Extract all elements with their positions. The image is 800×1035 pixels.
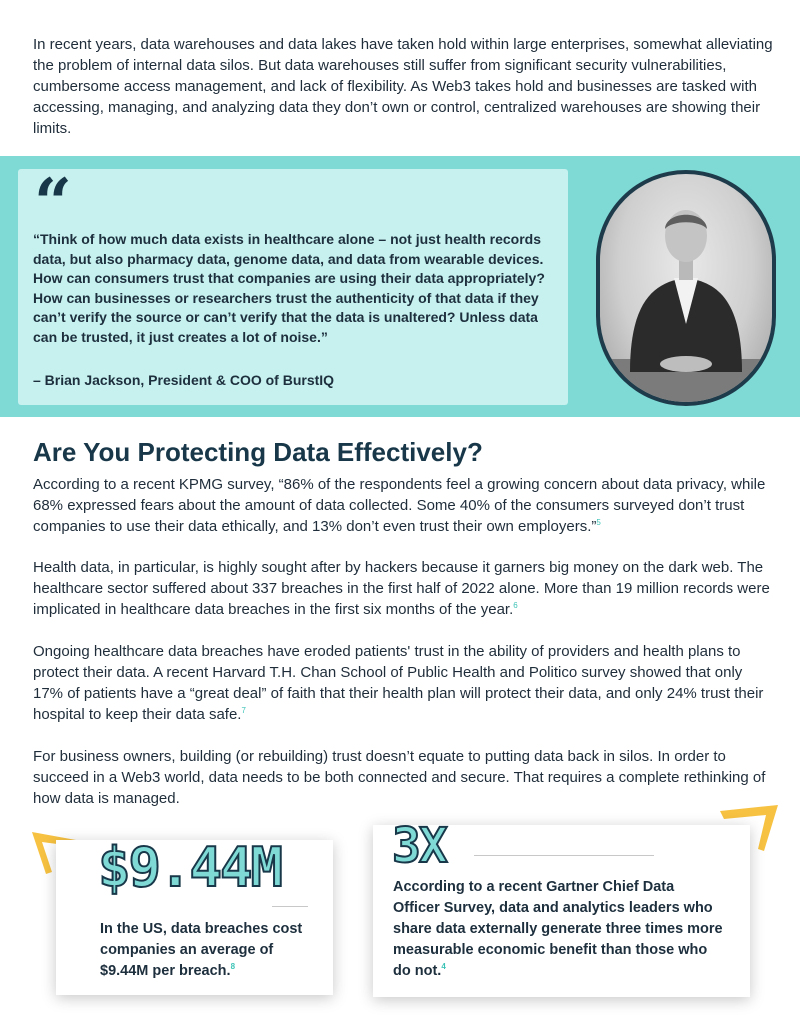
portrait-photo — [596, 170, 776, 406]
stat-text-gartner — [393, 877, 723, 982]
paragraph-kpmg-text: According to a recent KPMG survey, “86% of the respondents feel a growing concern about data privacy, while 68% expressed fears about the amount of data collected. Some 40% of the consumers surveyed don’t trust companies to use their data ethically, and 13% don’t even trust their own employers.” — [33, 476, 766, 535]
divider — [474, 855, 654, 856]
paragraph-health-data-text: Health data, in particular, is highly sought after by hackers because it garners big money on the dark web. The healthcare sector suffered about 337 breaches in the first half of 2022 alone. More than 19 million records were implicated in healthcare data breaches in the first six months of the year. — [33, 559, 770, 618]
footnote-ref: 8 — [230, 962, 236, 972]
paragraph-business-owners: For business owners, building (or rebuilding) trust doesn’t equate to putting data back in silos. In order to succeed in a Web3 world, data needs to be both connected and secure. That requires a complete rethinking of how data is managed. — [33, 748, 766, 807]
quote-text: “Think of how much data exists in healthcare alone – not just health records data, but also pharmacy data, genome data, and data from wearable devices. How can consumers trust that companies are using their data appropriately? How can businesses or researchers trust the authenticity of that data if they can’t verify the source or can’t verify that the data is unaltered? Unless data can be trusted, it just creates a lot of noise.” — [33, 231, 545, 345]
paragraph-breaches-trust — [33, 641, 773, 725]
paragraph-breaches-trust-text: Ongoing healthcare data breaches have eroded patients' trust in the ability of providers and health plans to protect their data. A recent Harvard T.H. Chan School of Public Health and Politico survey showed that only 17% of patients have a “great deal” of faith that their health plan will protect their data, and only 24% trust their hospital to keep their data safe. — [33, 643, 764, 723]
divider — [272, 906, 308, 907]
stat-value-cost: $9.44M — [98, 836, 282, 899]
paragraph-health-data — [33, 557, 773, 620]
quote-attribution: – Brian Jackson, President & COO of BurstIQ — [33, 372, 335, 388]
intro-paragraph: In recent years, data warehouses and data lakes have taken hold within large enterprises, somewhat alleviating the problem of internal data silos. But data warehouses still suffer from significant security vulnerabilities, cumbersome access management, and lack of flexibility. As Web3 takes hold and businesses are tasked with accessing, managing, and analyzing data they don’t own or control, centralized warehouses are showing their limits. — [33, 36, 773, 137]
stat-value-gartner: 3X — [392, 818, 446, 874]
quote-mark-icon: “ — [34, 164, 68, 242]
stat-text-cost — [100, 919, 315, 982]
paragraph-kpmg — [33, 474, 773, 537]
section-title: Are You Protecting Data Effectively? — [33, 437, 483, 467]
portrait-image — [600, 174, 772, 402]
person-silhouette-icon — [600, 174, 772, 402]
stat-text-gartner-body: According to a recent Gartner Chief Data Officer Survey, data and analytics leaders who share data externally generate three times more measurable economic benefit than those who do not. — [393, 879, 723, 979]
footnote-ref: 6 — [513, 601, 518, 610]
footnote-ref: 4 — [441, 962, 446, 972]
footnote-ref: 7 — [241, 706, 246, 715]
footnote-ref: 5 — [596, 518, 601, 527]
stat-text-cost-body: In the US, data breaches cost companies an average of $9.44M per breach. — [100, 921, 303, 979]
